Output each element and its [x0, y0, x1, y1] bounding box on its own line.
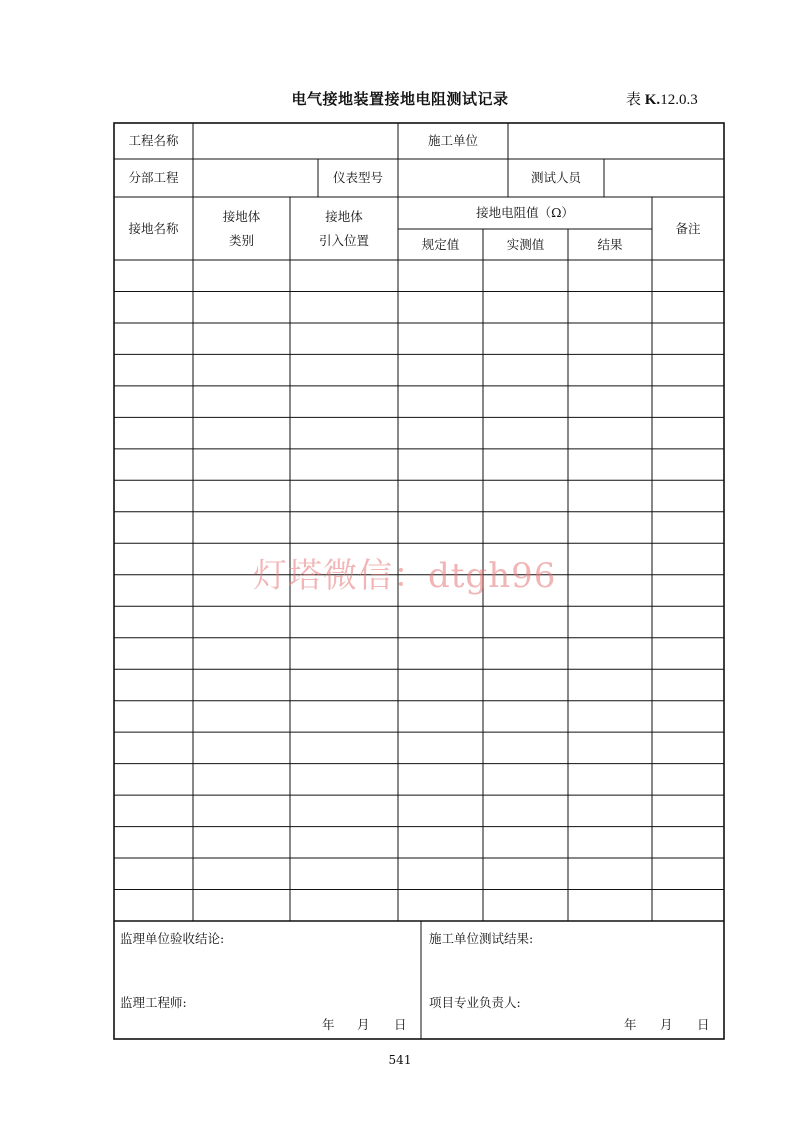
col-lead-position [290, 197, 398, 260]
project-name-label: 工程名称 [128, 133, 179, 149]
table-cell[interactable] [193, 354, 290, 385]
table-cell[interactable] [290, 449, 398, 480]
table-cell[interactable] [568, 291, 652, 322]
table-number-prefix: 表 [626, 92, 642, 108]
table-cell[interactable] [193, 512, 290, 543]
table-cell[interactable] [483, 795, 568, 826]
table-cell[interactable] [568, 701, 652, 732]
table-cell[interactable] [652, 354, 724, 385]
table-cell[interactable] [568, 890, 652, 921]
supervision-date-month: 月 [357, 1017, 370, 1032]
table-cell[interactable] [652, 795, 724, 826]
sub-project-label: 分部工程 [128, 170, 179, 186]
table-cell[interactable] [114, 575, 193, 606]
col-resistance-group: 接地电阻值（Ω） [476, 205, 574, 221]
table-cell[interactable] [483, 890, 568, 921]
table-cell[interactable] [193, 386, 290, 417]
table-cell[interactable] [652, 417, 724, 448]
table-cell[interactable] [114, 417, 193, 448]
instrument-model-field[interactable] [398, 159, 508, 197]
table-cell[interactable] [290, 669, 398, 700]
table-cell[interactable] [398, 669, 483, 700]
table-cell[interactable] [193, 764, 290, 795]
table-cell[interactable] [114, 354, 193, 385]
table-cell[interactable] [114, 606, 193, 637]
table-cell[interactable] [398, 638, 483, 669]
table-cell[interactable] [193, 638, 290, 669]
table-cell[interactable] [483, 323, 568, 354]
table-cell[interactable] [290, 512, 398, 543]
col-lead-position-line1: 接地体 [325, 208, 363, 224]
table-cell[interactable] [568, 606, 652, 637]
supervision-conclusion-label: 监理单位验收结论: [120, 931, 225, 946]
table-cell[interactable] [652, 827, 724, 858]
table-cell[interactable] [114, 827, 193, 858]
table-cell[interactable] [193, 606, 290, 637]
table-cell[interactable] [193, 260, 290, 291]
watermark-text: 灯塔微信：dtgh96 [253, 556, 557, 596]
table-cell[interactable] [193, 449, 290, 480]
table-cell[interactable] [652, 606, 724, 637]
table-cell[interactable] [193, 827, 290, 858]
table-cell[interactable] [290, 638, 398, 669]
construction-result-label: 施工单位测试结果: [429, 931, 534, 946]
table-cell[interactable] [398, 858, 483, 889]
table-cell[interactable] [114, 480, 193, 511]
table-cell[interactable] [568, 732, 652, 763]
page-number: 541 [388, 1053, 412, 1067]
table-cell[interactable] [652, 890, 724, 921]
col-measured: 实测值 [506, 236, 545, 252]
table-cell[interactable] [568, 795, 652, 826]
table-cell[interactable] [568, 543, 652, 574]
table-cell[interactable] [398, 890, 483, 921]
table-cell[interactable] [398, 386, 483, 417]
table-cell[interactable] [568, 480, 652, 511]
construction-date-year: 年 [624, 1017, 637, 1032]
table-cell[interactable] [483, 386, 568, 417]
table-cell[interactable] [568, 638, 652, 669]
table-cell[interactable] [114, 512, 193, 543]
table-cell[interactable] [114, 260, 193, 291]
table-cell[interactable] [483, 732, 568, 763]
table-cell[interactable] [568, 575, 652, 606]
table-cell[interactable] [483, 449, 568, 480]
table-cell[interactable] [398, 606, 483, 637]
table-cell[interactable] [483, 764, 568, 795]
col-body-type [193, 197, 290, 260]
table-cell[interactable] [193, 480, 290, 511]
table-cell[interactable] [652, 858, 724, 889]
project-lead-label: 项目专业负责人: [429, 995, 521, 1010]
table-cell[interactable] [483, 606, 568, 637]
project-name-field[interactable] [193, 123, 398, 159]
construction-date-month: 月 [660, 1017, 673, 1032]
table-cell[interactable] [290, 260, 398, 291]
table-cell[interactable] [398, 795, 483, 826]
table-cell[interactable] [398, 260, 483, 291]
table-cell[interactable] [193, 858, 290, 889]
table-cell[interactable] [193, 732, 290, 763]
table-cell[interactable] [114, 386, 193, 417]
table-cell[interactable] [114, 858, 193, 889]
supervision-date-year: 年 [322, 1017, 335, 1032]
table-cell[interactable] [290, 795, 398, 826]
table-cell[interactable] [652, 386, 724, 417]
col-remarks: 备注 [675, 220, 701, 236]
document-title: 电气接地装置接地电阻测试记录 [291, 90, 509, 108]
table-cell[interactable] [652, 764, 724, 795]
table-cell[interactable] [290, 701, 398, 732]
table-cell[interactable] [483, 858, 568, 889]
table-cell[interactable] [483, 701, 568, 732]
table-cell[interactable] [483, 638, 568, 669]
col-grounding-name: 接地名称 [128, 220, 179, 236]
table-cell[interactable] [114, 449, 193, 480]
table-cell[interactable] [398, 291, 483, 322]
table-cell[interactable] [652, 449, 724, 480]
table-cell[interactable] [568, 260, 652, 291]
table-cell[interactable] [483, 512, 568, 543]
table-cell[interactable] [398, 354, 483, 385]
table-cell[interactable] [114, 890, 193, 921]
table-cell[interactable] [652, 291, 724, 322]
table-cell[interactable] [398, 512, 483, 543]
col-lead-position-line2: 引入位置 [318, 232, 369, 248]
table-cell[interactable] [483, 354, 568, 385]
tester-field[interactable] [604, 159, 724, 197]
table-cell[interactable] [290, 732, 398, 763]
table-cell[interactable] [568, 858, 652, 889]
table-cell[interactable] [568, 323, 652, 354]
table-cell[interactable] [290, 764, 398, 795]
table-cell[interactable] [483, 480, 568, 511]
table-cell[interactable] [290, 827, 398, 858]
table-cell[interactable] [193, 669, 290, 700]
table-cell[interactable] [652, 669, 724, 700]
table-cell[interactable] [193, 417, 290, 448]
table-cell[interactable] [114, 795, 193, 826]
table-cell[interactable] [114, 764, 193, 795]
table-cell[interactable] [290, 890, 398, 921]
table-cell[interactable] [652, 323, 724, 354]
table-cell[interactable] [290, 354, 398, 385]
table-number-value: 12.0.3 [660, 92, 698, 108]
table-cell[interactable] [398, 764, 483, 795]
table-cell[interactable] [652, 732, 724, 763]
table-cell[interactable] [652, 480, 724, 511]
table-cell[interactable] [290, 480, 398, 511]
table-cell[interactable] [652, 638, 724, 669]
table-cell[interactable] [568, 386, 652, 417]
table-cell[interactable] [652, 543, 724, 574]
table-cell[interactable] [114, 732, 193, 763]
table-cell[interactable] [193, 701, 290, 732]
instrument-model-label: 仪表型号 [332, 170, 383, 186]
table-cell[interactable] [568, 764, 652, 795]
table-cell[interactable] [568, 669, 652, 700]
table-cell[interactable] [652, 512, 724, 543]
table-cell[interactable] [193, 291, 290, 322]
table-cell[interactable] [568, 827, 652, 858]
table-cell[interactable] [398, 827, 483, 858]
table-cell[interactable] [398, 480, 483, 511]
construction-unit-label: 施工单位 [427, 133, 478, 149]
table-cell[interactable] [114, 543, 193, 574]
table-cell[interactable] [652, 260, 724, 291]
table-cell[interactable] [483, 827, 568, 858]
table-cell[interactable] [568, 417, 652, 448]
col-body-type-line2: 类别 [228, 232, 254, 248]
table-cell[interactable] [290, 858, 398, 889]
construction-unit-field[interactable] [508, 123, 724, 159]
table-cell[interactable] [290, 386, 398, 417]
table-cell[interactable] [483, 291, 568, 322]
table-cell[interactable] [290, 417, 398, 448]
table-cell[interactable] [483, 669, 568, 700]
supervising-engineer-label: 监理工程师: [120, 995, 187, 1010]
table-cell[interactable] [114, 638, 193, 669]
table-cell[interactable] [114, 669, 193, 700]
table-number-letter: K. [644, 92, 661, 108]
table-cell[interactable] [483, 260, 568, 291]
col-specified: 规定值 [421, 236, 460, 252]
table-cell[interactable] [114, 323, 193, 354]
table-cell[interactable] [193, 795, 290, 826]
table-cell[interactable] [398, 449, 483, 480]
table-cell[interactable] [290, 323, 398, 354]
table-cell[interactable] [652, 701, 724, 732]
table-cell[interactable] [290, 291, 398, 322]
table-cell[interactable] [290, 606, 398, 637]
table-cell[interactable] [483, 417, 568, 448]
sub-project-field[interactable] [193, 159, 318, 197]
supervision-date-day: 日 [394, 1017, 407, 1032]
col-result: 结果 [597, 236, 623, 252]
table-cell[interactable] [398, 417, 483, 448]
tester-label: 测试人员 [530, 170, 581, 186]
table-cell[interactable] [114, 701, 193, 732]
table-cell[interactable] [398, 732, 483, 763]
table-cell[interactable] [568, 354, 652, 385]
table-cell[interactable] [652, 575, 724, 606]
col-body-type-line1: 接地体 [222, 208, 261, 224]
table-cell[interactable] [398, 701, 483, 732]
table-cell[interactable] [568, 512, 652, 543]
table-cell[interactable] [568, 449, 652, 480]
construction-date-day: 日 [697, 1017, 710, 1032]
table-cell[interactable] [114, 291, 193, 322]
table-cell[interactable] [398, 323, 483, 354]
table-cell[interactable] [193, 890, 290, 921]
table-cell[interactable] [193, 323, 290, 354]
